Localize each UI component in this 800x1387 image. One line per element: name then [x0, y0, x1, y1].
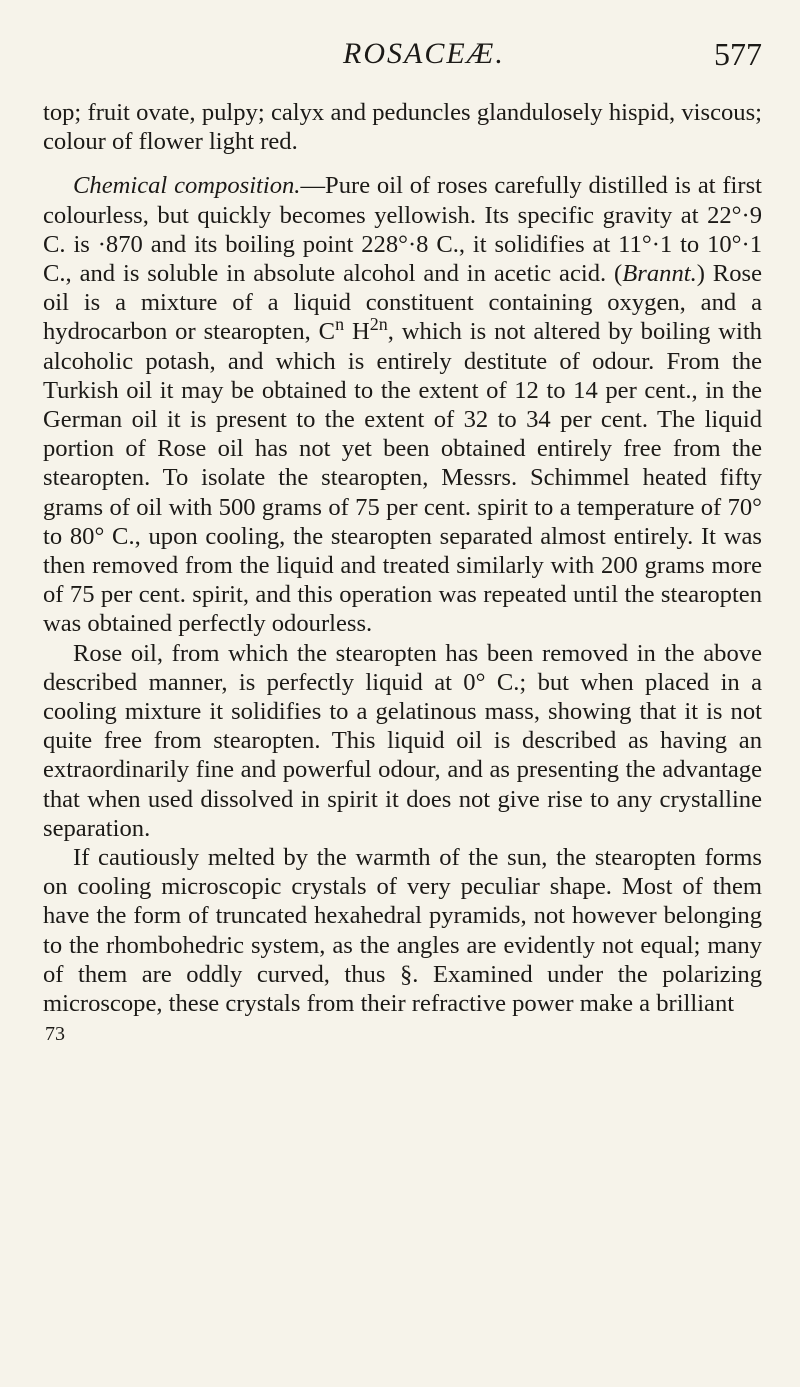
paragraph-chemical-composition: [43, 171, 762, 638]
running-title: ROSACEÆ.: [343, 37, 505, 70]
paragraph-rose-oil: Rose oil, from which the stearopten has been removed in the above described manner, is perfectly liquid at 0° C.; but when placed in a cooling mixture it solidifies to a gelatinous mass, showing that it is not quite free from stearopten. This liquid oil is described as having an extraordinarily fine and powerful odour, and as presenting the advantage that when used dissolved in spirit it does not give rise to any crystalline separation.: [43, 639, 762, 842]
running-head: [43, 28, 762, 80]
paragraph-text: —Pure oil of roses carefully distilled is at first colourless, but quickly becomes yellowish. Its specific gravity at 22°·9 C. is ·870 and its boiling point 228°·8 C., it solidifies at 11°·1 to 10°·1 C., and is soluble in absolute alcohol and in acetic acid. (: [43, 172, 762, 288]
citation: Brannt.: [622, 260, 697, 288]
superscript: n: [335, 314, 345, 335]
signature-mark: 73: [45, 1023, 65, 1046]
body-text: [43, 98, 762, 1046]
paragraph-crystals: If cautiously melted by the warmth of the sun, the stearopten forms on cooling microscopic crystals of very peculiar shape. Most of them have the form of truncated hexahedral pyramids, not however belonging to the rhombohedric system, as the angles are evidently not equal; many of them are oddly curved, thus §. Examined under the polarizing microscope, these crystals from their refractive power make a brilliant: [43, 844, 762, 1018]
paragraph-continued: top; fruit ovate, pulpy; calyx and peduncles glandulosely hispid, viscous; colour of flower light red.: [43, 99, 762, 156]
paragraph-text: H: [344, 318, 370, 346]
superscript: 2n: [369, 314, 388, 335]
paragraph-text: ) Rose oil is a mixture of a liquid constituent containing oxygen, and a hydrocarbon or stearopten, C: [43, 260, 762, 346]
page-number: 577: [714, 36, 762, 72]
paragraph-text: , which is not altered by boiling with alcoholic potash, and which is entirely destitute of odour. From the Turkish oil it may be obtained to the extent of 12 to 14 per cent., in the German oil it is present to the extent of 32 to 34 per cent. The liquid portion of Rose oil has not yet been obtained entirely free from the stearopten. To isolate the stearopten, Messrs. Schimmel heated fifty grams of oil with 500 grams of 75 per cent. spirit to a temperature of 70° to 80° C., upon cooling, the stearopten separated almost entirely. It was then removed from the liquid and treated similarly with 200 grams more of 75 per cent. spirit, and this operation was repeated until the stearopten was obtained perfectly odourless.: [43, 318, 762, 638]
section-heading: Chemical composition.: [73, 172, 301, 200]
